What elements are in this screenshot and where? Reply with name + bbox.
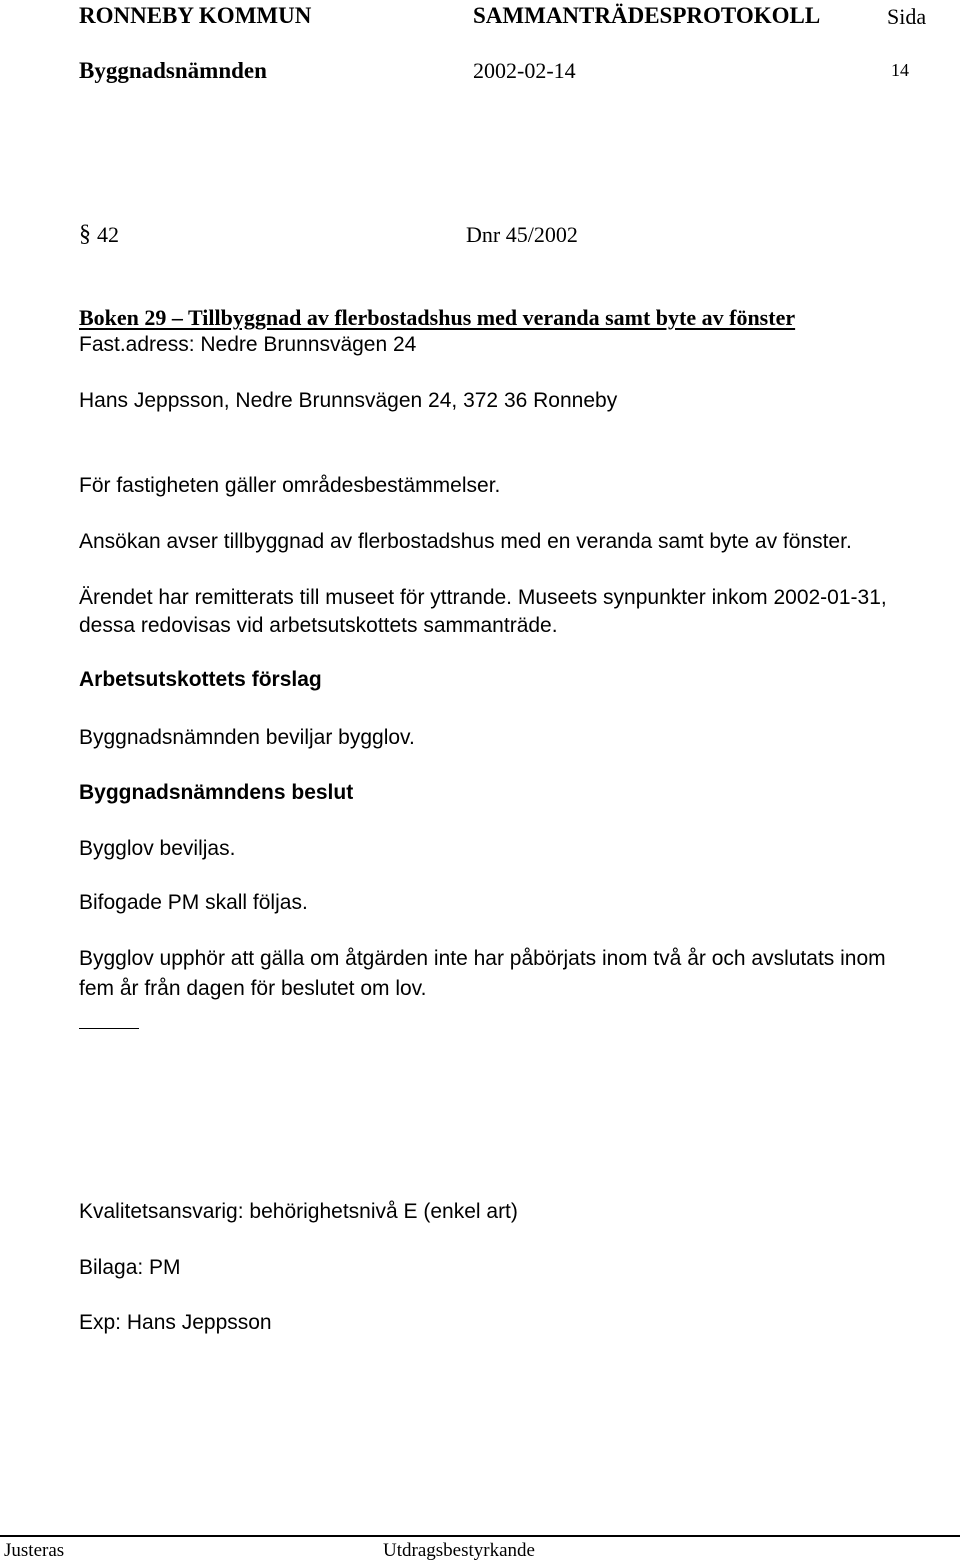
quality-responsible: Kvalitetsansvarig: behörighetsnivå E (enkel art) bbox=[79, 1200, 518, 1223]
meeting-date: 2002-02-14 bbox=[473, 58, 576, 83]
dnr-number: Dnr 45/2002 bbox=[466, 222, 578, 247]
paragraph-application: Ansökan avser tillbyggnad av flerbostadshus med en veranda samt byte av fönster. bbox=[79, 530, 852, 553]
footer-utdrag: Utdragsbestyrkande bbox=[383, 1540, 535, 1561]
page-number: 14 bbox=[891, 60, 909, 80]
decision-validity-line1: Bygglov upphör att gälla om åtgärden inte har påbörjats inom två år och avslutats inom bbox=[79, 947, 886, 970]
paragraph-regulations: För fastigheten gäller områdesbestämmelser. bbox=[79, 474, 501, 497]
decision-granted: Bygglov beviljas. bbox=[79, 837, 236, 860]
dispatch: Exp: Hans Jeppsson bbox=[79, 1311, 272, 1334]
end-rule bbox=[79, 1028, 139, 1029]
applicant: Hans Jeppsson, Nedre Brunnsvägen 24, 372 36 Ronneby bbox=[79, 389, 618, 412]
section-symbol: § bbox=[79, 221, 91, 247]
case-title: Boken 29 – Tillbyggnad av flerbostadshus med veranda samt byte av fönster bbox=[79, 305, 796, 330]
footer-rule bbox=[0, 1535, 960, 1537]
property-address: Fast.adress: Nedre Brunnsvägen 24 bbox=[79, 333, 417, 356]
paragraph-referral-line1: Ärendet har remitterats till museet för yttrande. Museets synpunkter inkom 2002-01-31, bbox=[79, 586, 887, 609]
attachment: Bilaga: PM bbox=[79, 1256, 181, 1279]
board-name: Byggnadsnämnden bbox=[79, 58, 267, 83]
proposal-text: Byggnadsnämnden beviljar bygglov. bbox=[79, 726, 415, 749]
footer-justeras: Justeras bbox=[4, 1540, 65, 1561]
protocol-title: SAMMANTRÄDESPROTOKOLL bbox=[473, 3, 821, 28]
heading-decision: Byggnadsnämndens beslut bbox=[79, 781, 354, 804]
section-number: 42 bbox=[97, 222, 119, 247]
heading-proposal: Arbetsutskottets förslag bbox=[79, 668, 322, 691]
paragraph-referral-line2: dessa redovisas vid arbetsutskottets sammanträde. bbox=[79, 614, 558, 637]
decision-validity-line2: fem år från dagen för beslutet om lov. bbox=[79, 977, 427, 1000]
municipality-name: RONNEBY KOMMUN bbox=[79, 3, 312, 28]
page-label: Sida bbox=[887, 4, 927, 29]
decision-pm: Bifogade PM skall följas. bbox=[79, 891, 308, 914]
